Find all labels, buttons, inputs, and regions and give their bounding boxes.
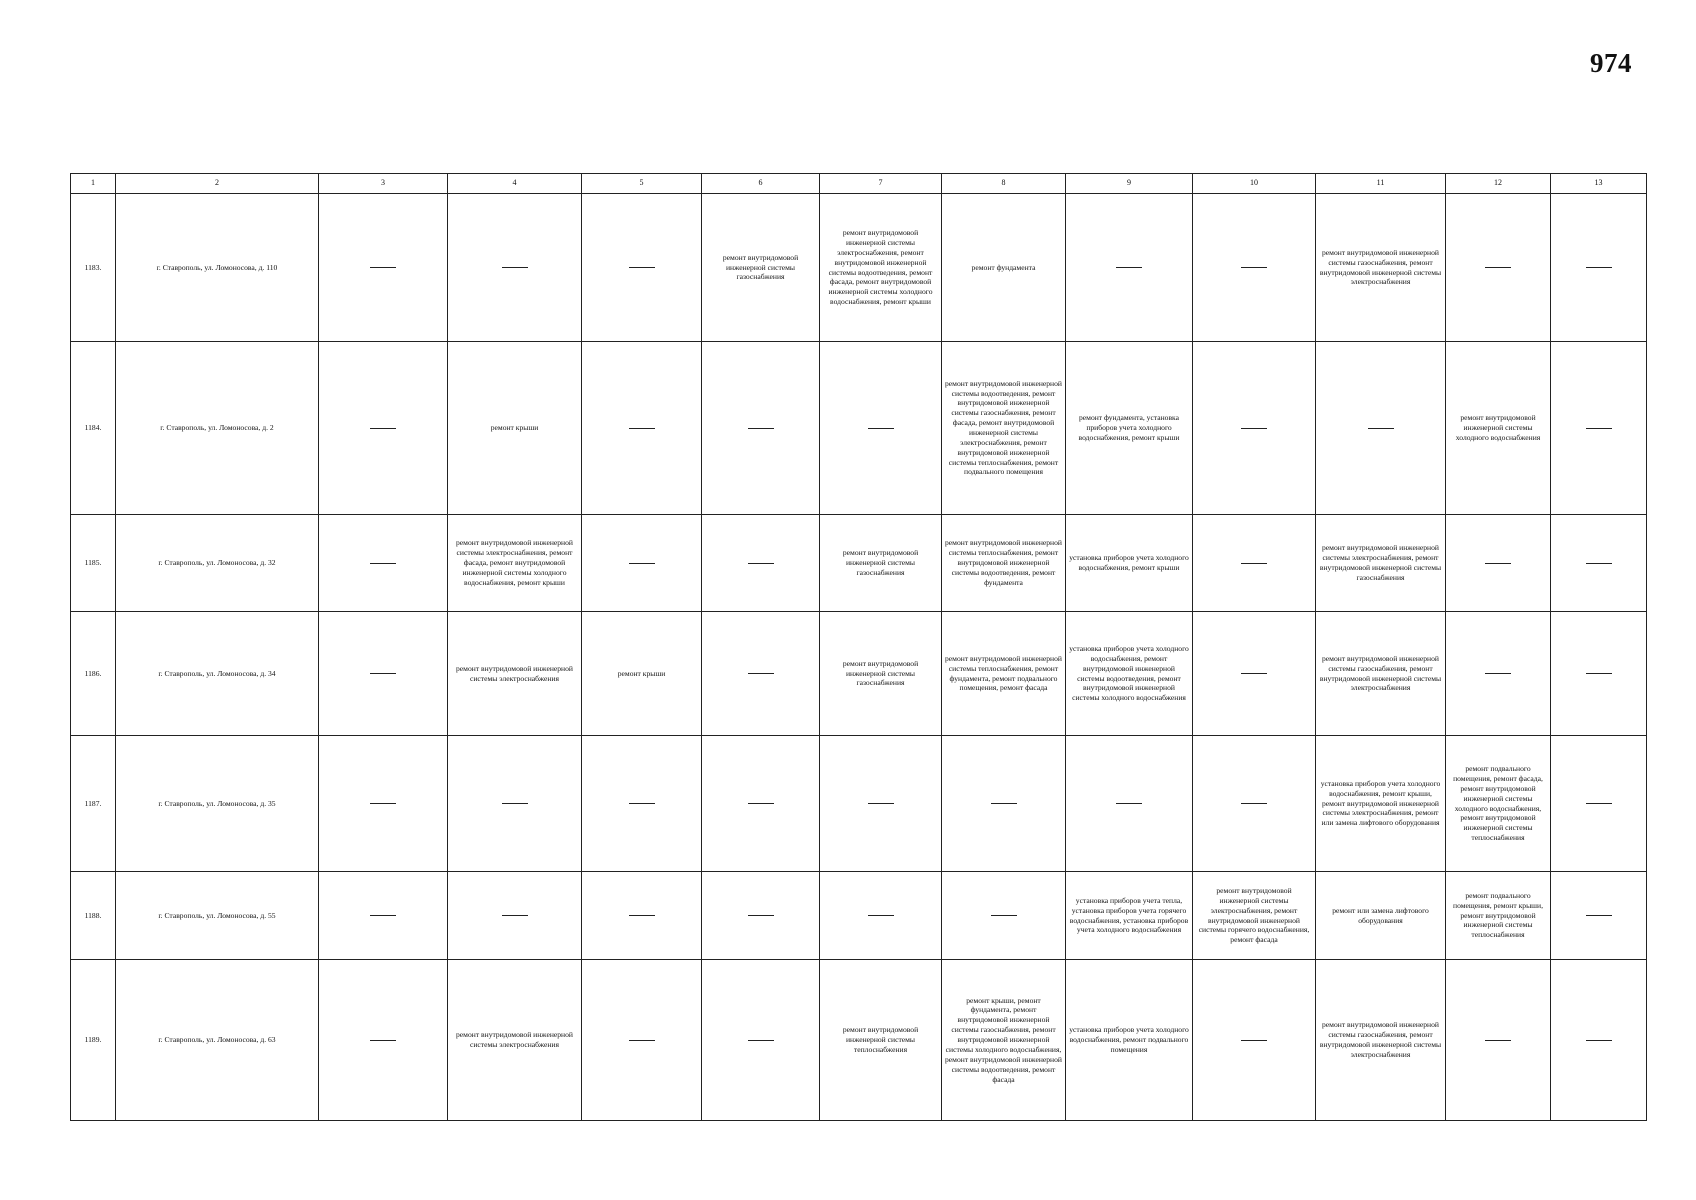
dash-mark [991, 915, 1017, 916]
empty-cell [582, 194, 702, 342]
empty-cell [1551, 515, 1647, 612]
work-cell: ремонт внутридомовой инженерной системы электроснабжения [448, 960, 582, 1121]
row-number: 1184. [71, 342, 116, 515]
empty-cell [820, 342, 942, 515]
dash-mark [1241, 803, 1267, 804]
dash-mark [1586, 803, 1612, 804]
dash-mark [502, 915, 528, 916]
address-cell: г. Ставрополь, ул. Ломоносова, д. 63 [116, 960, 319, 1121]
work-cell: установка приборов учета тепла, установка приборов учета горячего водоснабжения, установка приборов учета холодного водоснабжения [1066, 872, 1193, 960]
dash-mark [370, 428, 396, 429]
work-cell: ремонт подвального помещения, ремонт фасада, ремонт внутридомовой инженерной системы холодного водоснабжения, ремонт внутридомовой инженерной системы теплоснабжения [1446, 736, 1551, 872]
work-cell: установка приборов учета холодного водоснабжения, ремонт внутридомовой инженерной системы водоотведения, ремонт внутридомовой инженерной системы холодного водоснабжения [1066, 612, 1193, 736]
work-cell: ремонт крыши, ремонт фундамента, ремонт внутридомовой инженерной системы газоснабжения, ремонт внутридомовой инженерной системы холодного водоснабжения, ремонт внутридомовой инженерной системы водоотведения, ремонт фасада [942, 960, 1066, 1121]
empty-cell [702, 612, 820, 736]
empty-cell [1446, 194, 1551, 342]
dash-mark [1485, 563, 1511, 564]
empty-cell [1446, 515, 1551, 612]
dash-mark [370, 803, 396, 804]
address-cell: г. Ставрополь, ул. Ломоносова, д. 2 [116, 342, 319, 515]
dash-mark [748, 673, 774, 674]
empty-cell [1551, 194, 1647, 342]
empty-cell [1551, 342, 1647, 515]
column-number: 3 [319, 174, 448, 194]
page-number: 974 [1590, 48, 1632, 78]
row-number: 1187. [71, 736, 116, 872]
empty-cell [1551, 960, 1647, 1121]
empty-cell [319, 736, 448, 872]
address-cell: г. Ставрополь, ул. Ломоносова, д. 110 [116, 194, 319, 342]
work-cell: ремонт фундамента [942, 194, 1066, 342]
dash-mark [1241, 428, 1267, 429]
row-number: 1183. [71, 194, 116, 342]
table-row [71, 612, 1647, 736]
work-cell: ремонт внутридомовой инженерной системы газоснабжения [702, 194, 820, 342]
empty-cell [319, 872, 448, 960]
dash-mark [1241, 267, 1267, 268]
address-cell: г. Ставрополь, ул. Ломоносова, д. 35 [116, 736, 319, 872]
dash-mark [748, 915, 774, 916]
empty-cell [1551, 736, 1647, 872]
empty-cell [1193, 515, 1316, 612]
row-number: 1188. [71, 872, 116, 960]
dash-mark [1586, 428, 1612, 429]
column-number: 11 [1316, 174, 1446, 194]
column-number: 1 [71, 174, 116, 194]
empty-cell [582, 515, 702, 612]
empty-cell [1193, 194, 1316, 342]
dash-mark [1485, 673, 1511, 674]
column-number: 8 [942, 174, 1066, 194]
work-cell: ремонт внутридомовой инженерной системы газоснабжения, ремонт внутридомовой инженерной системы электроснабжения [1316, 960, 1446, 1121]
address-cell: г. Ставрополь, ул. Ломоносова, д. 34 [116, 612, 319, 736]
work-cell: ремонт внутридомовой инженерной системы электроснабжения, ремонт внутридомовой инженерной системы газоснабжения [1316, 515, 1446, 612]
column-number: 9 [1066, 174, 1193, 194]
work-cell: ремонт внутридомовой инженерной системы газоснабжения [820, 612, 942, 736]
dash-mark [370, 563, 396, 564]
empty-cell [319, 960, 448, 1121]
dash-mark [1586, 915, 1612, 916]
empty-cell [1446, 612, 1551, 736]
dash-mark [748, 428, 774, 429]
empty-cell [448, 872, 582, 960]
empty-cell [582, 342, 702, 515]
dash-mark [629, 803, 655, 804]
dash-mark [1241, 1040, 1267, 1041]
dash-mark [629, 428, 655, 429]
empty-cell [1551, 872, 1647, 960]
empty-cell [319, 612, 448, 736]
empty-cell [1193, 342, 1316, 515]
dash-mark [1485, 267, 1511, 268]
dash-mark [868, 428, 894, 429]
empty-cell [702, 736, 820, 872]
work-cell: ремонт внутридомовой инженерной системы электроснабжения, ремонт внутридомовой инженерной системы водоотведения, ремонт фасада, ремонт внутридомовой инженерной системы холодного водоснабжения, ремонт крыши [820, 194, 942, 342]
table-row [71, 960, 1647, 1121]
empty-cell [1066, 194, 1193, 342]
empty-cell [319, 342, 448, 515]
work-cell: ремонт внутридомовой инженерной системы теплоснабжения, ремонт внутридомовой инженерной системы водоотведения, ремонт фундамента [942, 515, 1066, 612]
work-cell: ремонт внутридомовой инженерной системы газоснабжения, ремонт внутридомовой инженерной системы электроснабжения [1316, 612, 1446, 736]
table-row [71, 872, 1647, 960]
empty-cell [820, 736, 942, 872]
empty-cell [582, 960, 702, 1121]
empty-cell [1316, 342, 1446, 515]
column-number: 13 [1551, 174, 1647, 194]
empty-cell [1193, 612, 1316, 736]
empty-cell [702, 342, 820, 515]
work-cell: ремонт подвального помещения, ремонт крыши, ремонт внутридомовой инженерной системы теплоснабжения [1446, 872, 1551, 960]
empty-cell [1066, 736, 1193, 872]
work-cell: ремонт внутридомовой инженерной системы теплоснабжения, ремонт фундамента, ремонт подвального помещения, ремонт фасада [942, 612, 1066, 736]
empty-cell [1446, 960, 1551, 1121]
dash-mark [1116, 803, 1142, 804]
dash-mark [629, 1040, 655, 1041]
dash-mark [1586, 563, 1612, 564]
repair-schedule-table [70, 173, 1647, 1121]
work-cell: ремонт внутридомовой инженерной системы водоотведения, ремонт внутридомовой инженерной системы газоснабжения, ремонт фасада, ремонт внутридомовой инженерной системы электроснабжения, ремонт внутридомовой инженерной системы теплоснабжения, ремонт подвального помещения [942, 342, 1066, 515]
empty-cell [942, 736, 1066, 872]
empty-cell [582, 872, 702, 960]
work-cell: ремонт внутридомовой инженерной системы холодного водоснабжения [1446, 342, 1551, 515]
address-cell: г. Ставрополь, ул. Ломоносова, д. 32 [116, 515, 319, 612]
empty-cell [702, 960, 820, 1121]
empty-cell [448, 736, 582, 872]
dash-mark [370, 267, 396, 268]
dash-mark [370, 1040, 396, 1041]
column-number: 6 [702, 174, 820, 194]
work-cell: ремонт внутридомовой инженерной системы газоснабжения, ремонт внутридомовой инженерной системы электроснабжения [1316, 194, 1446, 342]
empty-cell [448, 194, 582, 342]
work-cell: ремонт фундамента, установка приборов учета холодного водоснабжения, ремонт крыши [1066, 342, 1193, 515]
empty-cell [1193, 960, 1316, 1121]
address-cell: г. Ставрополь, ул. Ломоносова, д. 55 [116, 872, 319, 960]
table-row [71, 736, 1647, 872]
table-row [71, 515, 1647, 612]
column-number-row [71, 174, 1647, 194]
dash-mark [868, 803, 894, 804]
work-cell: ремонт внутридомовой инженерной системы электроснабжения, ремонт фасада, ремонт внутридомовой инженерной системы холодного водоснабжения, ремонт крыши [448, 515, 582, 612]
dash-mark [1368, 428, 1394, 429]
dash-mark [1586, 267, 1612, 268]
work-cell: ремонт внутридомовой инженерной системы электроснабжения, ремонт внутридомовой инженерной системы горячего водоснабжения, ремонт фасада [1193, 872, 1316, 960]
work-cell: ремонт крыши [448, 342, 582, 515]
dash-mark [1241, 563, 1267, 564]
dash-mark [748, 1040, 774, 1041]
empty-cell [1193, 736, 1316, 872]
work-cell: установка приборов учета холодного водоснабжения, ремонт подвального помещения [1066, 960, 1193, 1121]
dash-mark [748, 563, 774, 564]
dash-mark [629, 915, 655, 916]
column-number: 2 [116, 174, 319, 194]
dash-mark [629, 563, 655, 564]
dash-mark [370, 915, 396, 916]
column-number: 7 [820, 174, 942, 194]
column-number: 10 [1193, 174, 1316, 194]
empty-cell [942, 872, 1066, 960]
column-number: 4 [448, 174, 582, 194]
row-number: 1185. [71, 515, 116, 612]
dash-mark [991, 803, 1017, 804]
row-number: 1189. [71, 960, 116, 1121]
dash-mark [1586, 673, 1612, 674]
row-number: 1186. [71, 612, 116, 736]
work-cell: ремонт внутридомовой инженерной системы газоснабжения [820, 515, 942, 612]
empty-cell [1551, 612, 1647, 736]
dash-mark [1485, 1040, 1511, 1041]
table-row [71, 194, 1647, 342]
dash-mark [868, 915, 894, 916]
work-cell: установка приборов учета холодного водоснабжения, ремонт крыши, ремонт внутридомовой инженерной системы электроснабжения, ремонт или замена лифтового оборудования [1316, 736, 1446, 872]
empty-cell [820, 872, 942, 960]
column-number: 12 [1446, 174, 1551, 194]
work-cell: ремонт или замена лифтового оборудования [1316, 872, 1446, 960]
dash-mark [1116, 267, 1142, 268]
dash-mark [370, 673, 396, 674]
dash-mark [1586, 1040, 1612, 1041]
empty-cell [702, 515, 820, 612]
column-number: 5 [582, 174, 702, 194]
work-cell: установка приборов учета холодного водоснабжения, ремонт крыши [1066, 515, 1193, 612]
empty-cell [319, 194, 448, 342]
dash-mark [502, 803, 528, 804]
dash-mark [629, 267, 655, 268]
empty-cell [319, 515, 448, 612]
work-cell: ремонт внутридомовой инженерной системы теплоснабжения [820, 960, 942, 1121]
empty-cell [582, 736, 702, 872]
dash-mark [748, 803, 774, 804]
work-cell: ремонт внутридомовой инженерной системы электроснабжения [448, 612, 582, 736]
table-row [71, 342, 1647, 515]
dash-mark [1241, 673, 1267, 674]
work-cell: ремонт крыши [582, 612, 702, 736]
empty-cell [702, 872, 820, 960]
dash-mark [502, 267, 528, 268]
